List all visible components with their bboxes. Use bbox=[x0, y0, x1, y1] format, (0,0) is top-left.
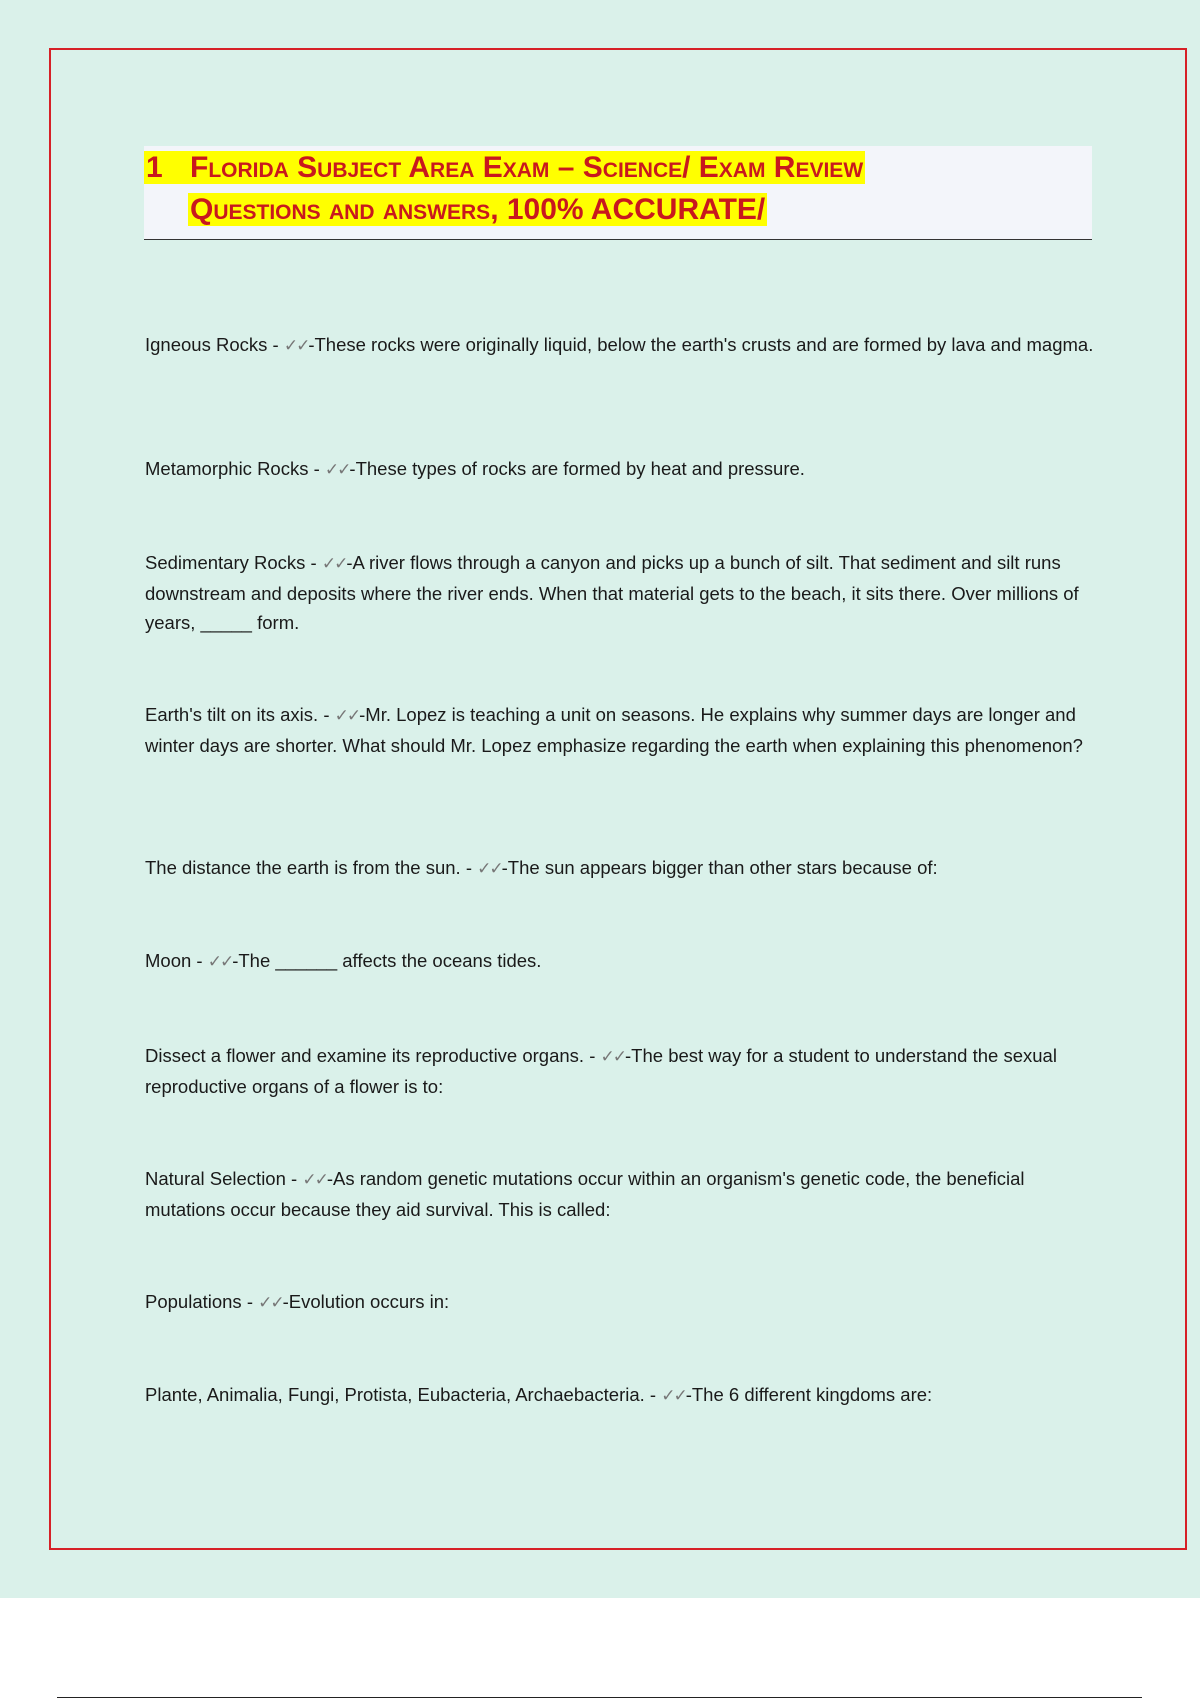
qa-term: Earth's tilt on its axis. - bbox=[145, 704, 335, 725]
qa-definition: -These types of rocks are formed by heat and pressure. bbox=[349, 458, 805, 479]
qa-definition: -Evolution occurs in: bbox=[282, 1291, 450, 1312]
double-check-icon: ✓✓ bbox=[207, 952, 233, 972]
double-check-icon: ✓✓ bbox=[258, 1293, 283, 1313]
heading-accuracy: 100% ACCURATE/ bbox=[506, 193, 766, 226]
qa-entry bbox=[145, 853, 1095, 884]
qa-definition: -The 6 different kingdoms are: bbox=[685, 1384, 933, 1405]
qa-term: Moon - bbox=[145, 950, 208, 971]
qa-term: Populations - bbox=[145, 1291, 259, 1312]
qa-definition: -The sun appears bigger than other stars because of: bbox=[501, 857, 938, 878]
double-check-icon: ✓✓ bbox=[661, 1386, 686, 1406]
heading-title: Florida Subject Area Exam – Science/ Exam Review bbox=[190, 151, 864, 184]
qa-entry bbox=[145, 548, 1095, 637]
double-check-icon: ✓✓ bbox=[302, 1170, 327, 1190]
qa-term: Dissect a flower and examine its reproductive organs. - bbox=[145, 1045, 601, 1066]
qa-term: Metamorphic Rocks - bbox=[145, 458, 325, 479]
qa-term: Igneous Rocks - bbox=[145, 334, 284, 355]
qa-entry bbox=[145, 1380, 1095, 1411]
qa-entry bbox=[145, 1041, 1095, 1101]
qa-term: Natural Selection - bbox=[145, 1168, 303, 1189]
qa-entry bbox=[145, 330, 1095, 361]
heading-line-2 bbox=[188, 190, 767, 230]
qa-definition: -As random genetic mutations occur within an organism's genetic code, the beneficial mutations occur because they aid survival. This is called: bbox=[145, 1168, 1025, 1220]
qa-definition: -The best way for a student to understand the sexual reproductive organs of a flower is to: bbox=[145, 1045, 1057, 1097]
heading-subtitle: Questions and answers, bbox=[190, 193, 507, 226]
qa-term: Plante, Animalia, Fungi, Protista, Eubacteria, Archaebacteria. - bbox=[145, 1384, 662, 1405]
footer-rule bbox=[57, 1697, 1142, 1698]
qa-term: The distance the earth is from the sun. - bbox=[145, 857, 478, 878]
qa-definition: -The ______ affects the oceans tides. bbox=[232, 950, 542, 971]
qa-entry bbox=[145, 1164, 1095, 1224]
page-frame bbox=[49, 48, 1187, 1550]
qa-entry bbox=[145, 700, 1095, 760]
double-check-icon: ✓✓ bbox=[324, 460, 350, 480]
document-heading bbox=[144, 146, 1092, 240]
qa-entry bbox=[145, 454, 1095, 485]
qa-entry bbox=[145, 946, 1095, 977]
qa-definition: -These rocks were originally liquid, below the earth's crusts and are formed by lava and magma. bbox=[308, 334, 1094, 355]
qa-definition: -A river flows through a canyon and picks up a bunch of silt. That sediment and silt runs downstream and deposits where the river ends. When that material gets to the beach, it sits there. Over millions of years, _____ form. bbox=[145, 552, 1079, 633]
double-check-icon: ✓✓ bbox=[283, 336, 309, 356]
qa-term: Sedimentary Rocks - bbox=[145, 552, 322, 573]
double-check-icon: ✓✓ bbox=[600, 1047, 626, 1067]
qa-entry bbox=[145, 1287, 1095, 1318]
double-check-icon: ✓✓ bbox=[321, 554, 347, 574]
double-check-icon: ✓✓ bbox=[334, 706, 360, 726]
qa-definition: -Mr. Lopez is teaching a unit on seasons. He explains why summer days are longer and winter days are shorter. What should Mr. Lopez emphasize regarding the earth when explaining this phenomenon? bbox=[145, 704, 1083, 756]
double-check-icon: ✓✓ bbox=[477, 859, 502, 879]
heading-number: 1 bbox=[146, 151, 163, 184]
heading-line-1 bbox=[144, 148, 865, 188]
